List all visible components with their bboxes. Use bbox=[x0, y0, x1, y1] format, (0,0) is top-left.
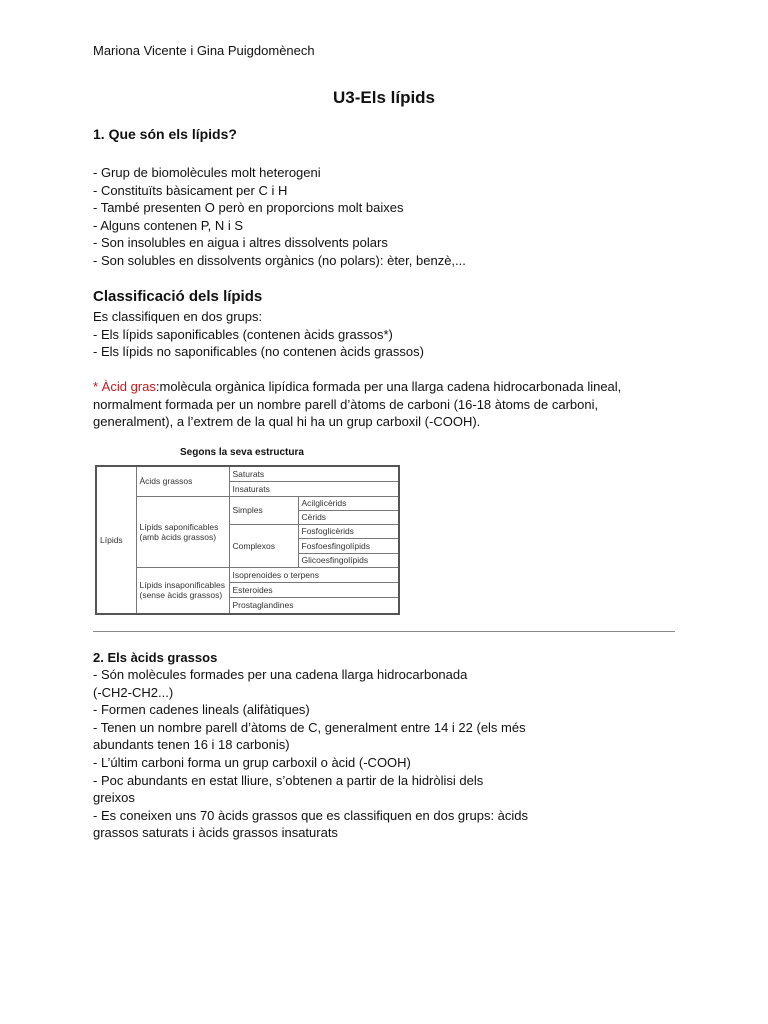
fatty-acid-note bbox=[93, 378, 621, 431]
list-item: - Son insolubles en aigua i altres dissolvents polars bbox=[93, 235, 388, 251]
text-line: grassos saturats i àcids grassos insaturats bbox=[93, 825, 338, 841]
section1-list bbox=[93, 164, 466, 270]
section2-text bbox=[93, 666, 528, 842]
table-cell: Fosfoglicèrids bbox=[298, 524, 399, 538]
text-line: greixos bbox=[93, 790, 135, 806]
table-cell: Lípids insaponificables (sense àcids grassos) bbox=[136, 567, 229, 614]
list-item: - Grup de biomolècules molt heterogeni bbox=[93, 165, 321, 180]
table-cell: Glicoesfingolípids bbox=[298, 553, 399, 567]
list-item: - També presenten O però en proporcions molt baixes bbox=[93, 200, 404, 216]
section2-heading: 2. Els àcids grassos bbox=[93, 650, 218, 665]
fatty-acid-term: * Àcid gras bbox=[93, 379, 156, 394]
lipid-classification-table bbox=[95, 465, 400, 615]
table-cell: Saturats bbox=[229, 466, 399, 481]
section1-heading: 1. Que són els lípids? bbox=[93, 126, 237, 142]
list-item: - Alguns contenen P, N i S bbox=[93, 217, 244, 233]
text-line: generalment), a l’extrem de la qual hi ha un grup carboxil (-COOH). bbox=[93, 414, 481, 430]
text-line: - Els lípids no saponificables (no contenen àcids grassos) bbox=[93, 344, 424, 360]
table-cell: Esteroides bbox=[229, 582, 399, 597]
list-item: - Son solubles en dissolvents orgànics (no polars): èter, benzè,... bbox=[93, 252, 466, 268]
table-cell: Fosfoesfingolípids bbox=[298, 538, 399, 553]
table-cell: Àcids grassos bbox=[136, 466, 229, 496]
table-cell: Acilglicèrids bbox=[298, 496, 399, 510]
section-divider bbox=[93, 631, 675, 632]
table-cell: Prostaglandines bbox=[229, 597, 399, 614]
text-line: normalment formada per un nombre parell d’àtoms de carboni (16-18 àtoms de carboni, bbox=[93, 396, 599, 412]
page-title: U3-Els lípids bbox=[332, 88, 436, 107]
table-cell: Simples bbox=[229, 496, 298, 524]
table-cell: Insaturats bbox=[229, 481, 399, 496]
table-cell: Lípids bbox=[96, 466, 136, 614]
table-cell: Isoprenoides o terpens bbox=[229, 567, 399, 582]
text-line: - L’últim carboni forma un grup carboxil o àcid (-COOH) bbox=[93, 754, 411, 770]
text-line: (-CH2-CH2...) bbox=[93, 684, 174, 700]
text-line: Es classifiquen en dos grups: bbox=[93, 309, 263, 324]
table-cell: Lípids saponificables (amb àcids grassos) bbox=[136, 496, 229, 567]
text-line: - Els lípids saponificables (contenen àcids grassos*) bbox=[93, 326, 393, 342]
classification-heading: Classificació dels lípids bbox=[93, 288, 263, 305]
table-cell: Complexos bbox=[229, 524, 298, 567]
text-line: - Són molècules formades per una cadena llarga hidrocarbonada bbox=[93, 667, 468, 682]
text-line: :molècula orgànica lipídica formada per una llarga cadena hidrocarbonada lineal, bbox=[155, 379, 622, 394]
text-line: - Es coneixen uns 70 àcids grassos que es classifiquen en dos grups: àcids bbox=[93, 807, 529, 823]
table-title: Segons la seva estructura bbox=[180, 447, 304, 458]
author-line: Mariona Vicente i Gina Puigdomènech bbox=[93, 43, 315, 58]
text-line: - Poc abundants en estat lliure, s’obtenen a partir de la hidròlisi dels bbox=[93, 772, 484, 788]
table-cell: Cèrids bbox=[298, 510, 399, 524]
text-line: abundants tenen 16 i 18 carbonis) bbox=[93, 737, 290, 753]
list-item: - Constituïts bàsicament per C i H bbox=[93, 182, 288, 198]
text-line: - Formen cadenes lineals (alifàtiques) bbox=[93, 702, 310, 718]
text-line: - Tenen un nombre parell d’àtoms de C, generalment entre 14 i 22 (els més bbox=[93, 719, 526, 735]
classification-text bbox=[93, 308, 424, 361]
